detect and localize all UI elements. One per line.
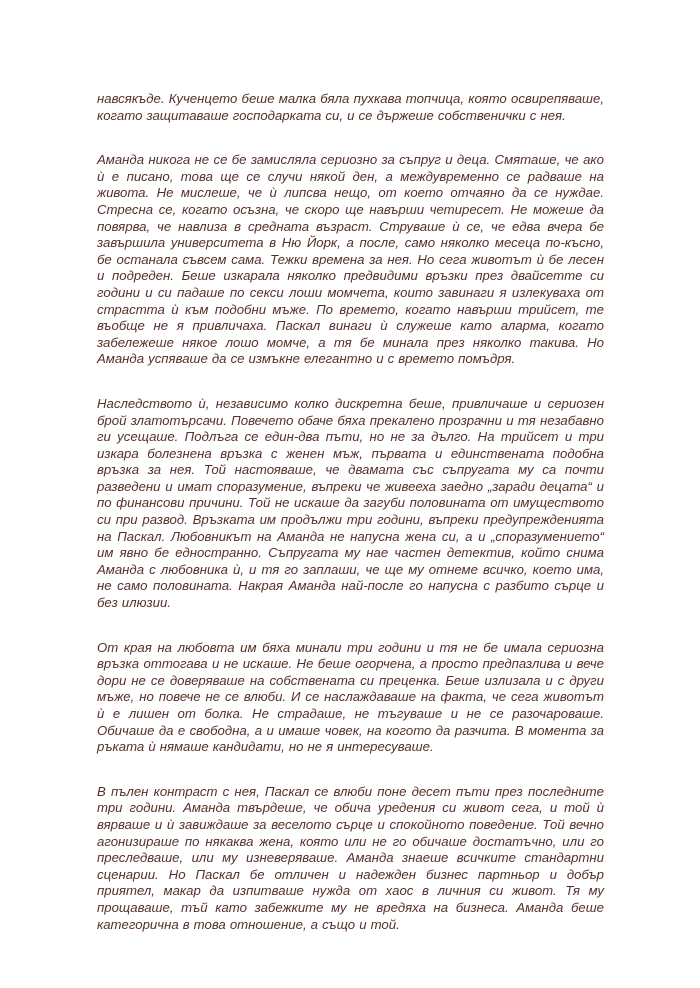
paragraph-4: От края на любовта им бяха минали три години и тя не бе имала сериозна връзка оттогава и не искаше. Не беше огорчена, а просто предпазлива и вече дори не се доверяваше на собствената си преценка. Беше излизала и с други мъже, но повече не се влюби. И се наслаждаваше на факта, че сега животът ѝ е лишен от болка. Не страдаше, не тъгуваше и не се разочароваше. Обичаше да е свободна, а и имаше човек, на когото да разчита. В момента за ръката ѝ нямаше кандидати, но не я интересуваше.: [97, 639, 604, 755]
paragraph-1: навсякъде. Кученцето беше малка бяла пухкава топчица, която освирепяваше, когато защитаваше господарката си, и се държеше собственички с нея.: [97, 91, 604, 123]
page-body: [97, 91, 604, 961]
paragraph-3: Наследството ѝ, независимо колко дискретна беше, привличаше и сериозен брой златотърсачи. Повечето обаче бяха прекалено прозрачни и тя незабавно ги усещаше. Подлъга се един-два пъти, но не за дълго. На трийсет и три изкара болезнена връзка с женен мъж, първата и единствената подобна връзка за нея. Той настояваше, че двамата със съпругата му са почти разведени и имат споразумение, въпреки че живееха заедно „заради децата“ и по финансови причини. Той не искаше да загуби половината от имуществото си при развод. Връзката им продължи три години, въпреки предупрежденията на Паскал. Любовникът на Аманда не напусна жена си, а и „споразумението“ им явно бе едностранно. Съпругата му нае частен детектив, който снима Аманда с любовника ѝ, и тя го заплаши, че ще му отнеме всичко, което има, не само половината. Накрая Аманда най-после го напусна с разбито сърце и без илюзии.: [97, 395, 604, 611]
paragraph-2: Аманда никога не се бе замисляла сериозно за съпруг и деца. Смяташе, че ако ѝ е писано, това ще се случи някой ден, а междувременно се радваше на живота. Не мислеше, че ѝ липсва нещо, от което отчаяно да се нуждае. Стресна се, когато осъзна, че скоро ще навърши четиресет. Не можеше да повярва, че навлиза в средната възраст. Струваше ѝ се, че едва вчера бе завършила университета в Ню Йорк, а после, само няколко месеца по-късно, бе останала съвсем сама. Тежки времена за нея. Но сега животът ѝ бе лесен и подреден. Беше изкарала няколко предвидими връзки през двайсетте си години и си падаше по секси лоши момчета, които завинаги я излекуваха от страстта ѝ към подобни мъже. По времето, когато навърши трийсет, те въобще не я привличаха. Паскал винаги ѝ служеше като аларма, когато забележеше някое лошо момче, а тя бе минала през няколко такива. Но Аманда успяваше да се измъкне елегантно и с времето помъдря.: [97, 152, 604, 367]
paragraph-5: В пълен контраст с нея, Паскал се влюби поне десет пъти през последните три години. Аманда твърдеше, че обича уредения си живот сега, и той ѝ вярваше и ѝ завиждаше за веселото сърце и спокойното поведение. Той вечно агонизираше по някаква жена, която или не го обичаше достатъчно, или го преследваше, или му изневеряваше. Аманда знаеше всичките стандартни сценарии. Но Паскал бе отличен и надежден бизнес партньор и добър приятел, макар да изпитваше нужда от хаос в личния си живот. Тя му прощаваше, тъй като забежките му не вредяха на бизнеса. Аманда беше категорична в това отношение, а също и той.: [97, 783, 604, 932]
